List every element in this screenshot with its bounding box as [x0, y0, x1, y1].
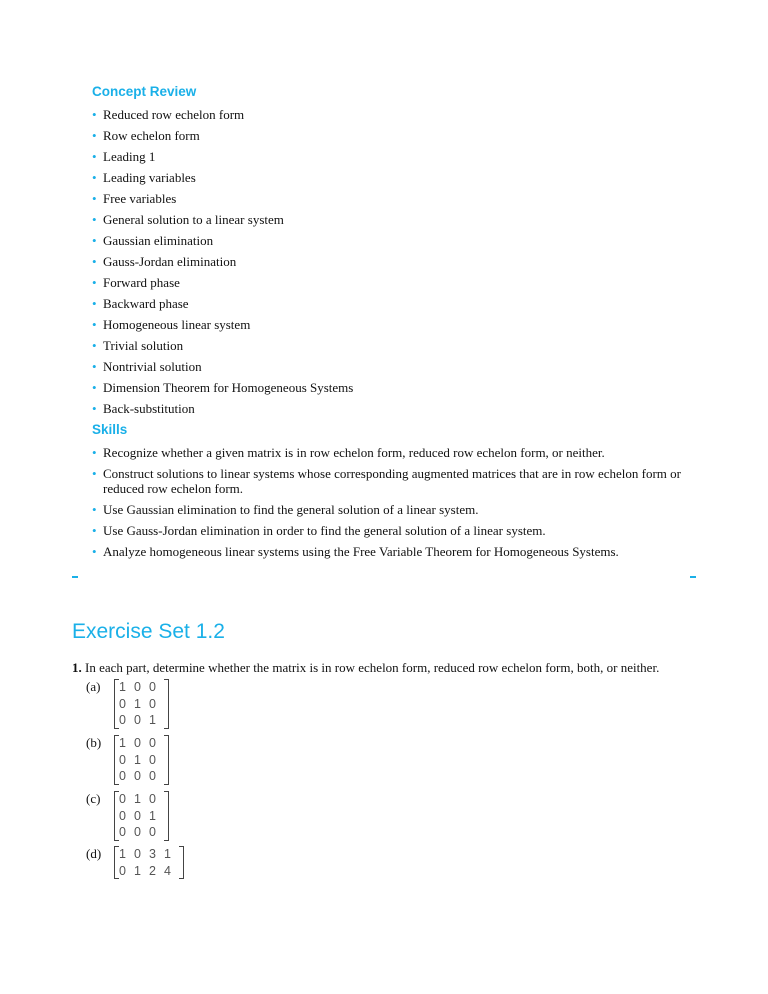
matrix-part: [86, 735, 169, 785]
list-item: [92, 523, 692, 538]
list-item-text: Trivial solution: [103, 338, 184, 353]
matrix-entry: 0: [134, 769, 141, 783]
matrix-entry: 1: [164, 847, 171, 861]
part-label: (a): [86, 679, 101, 694]
matrix-entry: 1: [149, 808, 156, 823]
list-item: [92, 466, 692, 496]
list-item-text: Analyze homogeneous linear systems using the Free Variable Theorem for Homogeneous Systems.: [103, 544, 619, 559]
bullet-icon: •: [92, 233, 97, 248]
bullet-icon: •: [92, 317, 97, 332]
matrix-entry: 0: [134, 847, 141, 861]
bullet-icon: •: [92, 212, 97, 227]
matrix: [114, 735, 169, 785]
bullet-icon: •: [92, 107, 97, 122]
list-item: [92, 107, 692, 122]
matrix-row: [119, 824, 164, 841]
list-item: [92, 317, 692, 332]
matrix-entry: 0: [134, 680, 141, 694]
bullet-icon: •: [92, 466, 97, 481]
list-item-text: Backward phase: [103, 296, 189, 311]
matrix-entry: 0: [119, 752, 126, 767]
list-item-text: Back-substitution: [103, 401, 195, 416]
matrix-entry: 0: [119, 713, 126, 727]
matrix-entry: 1: [134, 863, 141, 878]
list-item: [92, 275, 692, 290]
matrix-entry: 2: [149, 863, 156, 878]
matrix-entry: 3: [149, 847, 156, 861]
list-item-text: Homogeneous linear system: [103, 317, 251, 332]
bullet-icon: •: [92, 338, 97, 353]
matrix-entry: 1: [134, 696, 141, 711]
matrix-entry: 0: [119, 863, 126, 878]
matrix-entry: 0: [119, 808, 126, 823]
part-label: (c): [86, 791, 101, 806]
matrix-entry: 4: [164, 863, 171, 878]
question-number: 1.: [72, 660, 82, 675]
matrix-entry: 1: [119, 847, 126, 861]
matrix-entry: 1: [149, 713, 156, 727]
bullet-icon: •: [92, 128, 97, 143]
list-item: [92, 296, 692, 311]
list-item: [92, 128, 692, 143]
bullet-icon: •: [92, 170, 97, 185]
matrix-row: [119, 768, 164, 785]
list-item: [92, 380, 692, 395]
bullet-icon: •: [92, 544, 97, 559]
list-item-text: Recognize whether a given matrix is in row echelon form, reduced row echelon form, or neither.: [103, 445, 605, 460]
list-item: [92, 445, 692, 460]
list-item-text: Row echelon form: [103, 128, 200, 143]
list-item-text: Gaussian elimination: [103, 233, 214, 248]
list-item-text: Use Gauss-Jordan elimination in order to find the general solution of a linear system.: [103, 523, 546, 538]
list-item-text: Nontrivial solution: [103, 359, 202, 374]
list-item-text: Forward phase: [103, 275, 180, 290]
list-item: [92, 212, 692, 227]
list-item-text: Use Gaussian elimination to find the general solution of a linear system.: [103, 502, 479, 517]
matrix: [114, 846, 184, 879]
bullet-icon: •: [92, 296, 97, 311]
bullet-icon: •: [92, 359, 97, 374]
bullet-icon: •: [92, 275, 97, 290]
matrix-entry: 0: [119, 769, 126, 783]
matrix-row: [119, 735, 164, 752]
matrix-row: [119, 808, 164, 825]
part-label: (d): [86, 846, 102, 861]
list-item: [92, 149, 692, 164]
list-item: [92, 254, 692, 269]
matrix-entry: 0: [134, 808, 141, 823]
bullet-icon: •: [92, 191, 97, 206]
matrix-row: [119, 696, 164, 713]
bullet-icon: •: [92, 254, 97, 269]
question-1: [72, 660, 659, 676]
part-label: (b): [86, 735, 102, 750]
matrix-entry: 0: [119, 825, 126, 839]
list-item-text: Leading variables: [103, 170, 196, 185]
matrix-entry: 0: [149, 680, 156, 694]
list-item: [92, 359, 692, 374]
matrix-row: [119, 712, 164, 729]
matrix-entry: 0: [149, 736, 156, 750]
divider-mark-left: [72, 576, 78, 578]
list-item: [92, 338, 692, 353]
matrix-row: [119, 679, 164, 696]
bullet-icon: •: [92, 401, 97, 416]
concept-review-heading: Concept Review: [92, 84, 197, 99]
matrix-entry: 1: [119, 736, 126, 750]
matrix-entry: 0: [149, 792, 156, 806]
matrix-part: [86, 846, 184, 879]
list-item-text: Dimension Theorem for Homogeneous Systems: [103, 380, 354, 395]
concept-review-list: [92, 107, 692, 422]
bullet-icon: •: [92, 380, 97, 395]
list-item-text: Free variables: [103, 191, 177, 206]
skills-list: [92, 445, 692, 565]
bullet-icon: •: [92, 502, 97, 517]
matrix-entry: 1: [134, 792, 141, 806]
divider-mark-right: [690, 576, 696, 578]
list-item: [92, 544, 692, 559]
list-item: [92, 191, 692, 206]
list-item-text: General solution to a linear system: [103, 212, 284, 227]
list-item-text: Leading 1: [103, 149, 156, 164]
matrix: [114, 679, 169, 729]
matrix-entry: 0: [119, 792, 126, 806]
matrix-entry: 0: [149, 752, 156, 767]
matrix-entry: 0: [134, 736, 141, 750]
matrix-row: [119, 791, 164, 808]
bullet-icon: •: [92, 149, 97, 164]
matrix-row: [119, 752, 164, 769]
list-item-text: Construct solutions to linear systems whose corresponding augmented matrices that are in row echelon form or reduced row echelon form.: [103, 466, 681, 496]
matrix-entry: 0: [149, 696, 156, 711]
bullet-icon: •: [92, 523, 97, 538]
matrix-entry: 0: [119, 696, 126, 711]
skills-heading: Skills: [92, 422, 128, 437]
matrix-part: [86, 791, 169, 841]
list-item: [92, 170, 692, 185]
list-item-text: Reduced row echelon form: [103, 107, 245, 122]
matrix-entry: 1: [119, 680, 126, 694]
matrix-entry: 0: [134, 713, 141, 727]
matrix-entry: 0: [149, 825, 156, 839]
list-item: [92, 401, 692, 416]
matrix-entry: 1: [134, 752, 141, 767]
matrix: [114, 791, 169, 841]
question-text: In each part, determine whether the matrix is in row echelon form, reduced row echelon form, both, or neither.: [85, 660, 660, 675]
list-item-text: Gauss-Jordan elimination: [103, 254, 237, 269]
matrix-entry: 0: [149, 769, 156, 783]
matrix-entry: 0: [134, 825, 141, 839]
list-item: [92, 502, 692, 517]
matrix-part: [86, 679, 169, 729]
matrix-row: [119, 863, 179, 880]
bullet-icon: •: [92, 445, 97, 460]
list-item: [92, 233, 692, 248]
exercise-set-title: Exercise Set 1.2: [72, 620, 225, 643]
matrix-row: [119, 846, 179, 863]
